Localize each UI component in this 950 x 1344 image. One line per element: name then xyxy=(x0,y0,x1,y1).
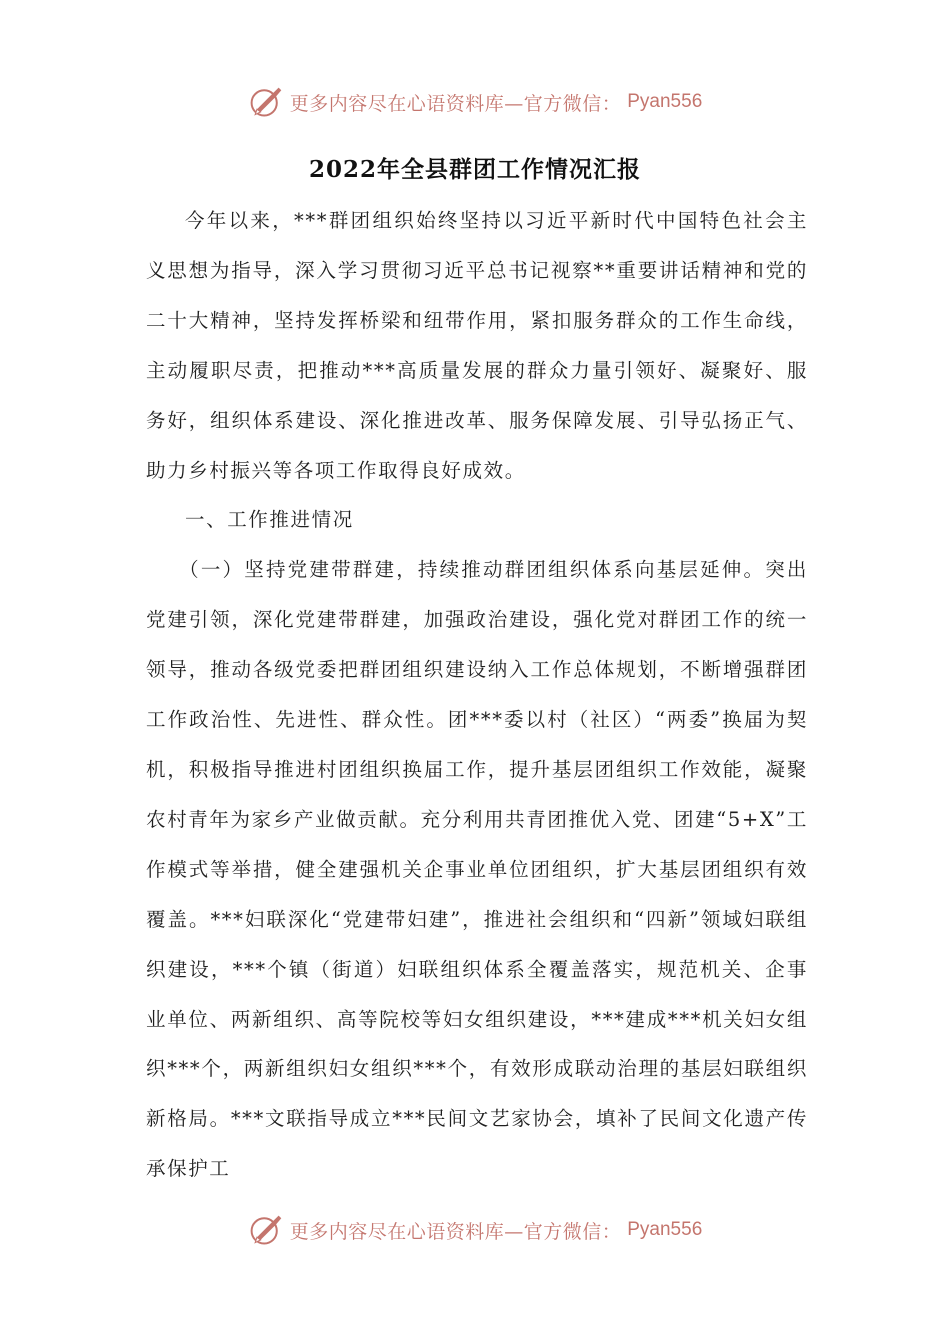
document-body xyxy=(146,196,808,1194)
watermark-wechat-id: Pyan556 xyxy=(627,91,703,112)
watermark-text: 更多内容尽在心语资料库—官方微信： xyxy=(289,92,622,115)
pen-logo-icon xyxy=(248,1212,284,1248)
pen-logo-icon xyxy=(248,84,284,120)
section-heading: 一、工作推进情况 xyxy=(185,508,354,532)
document-title: 2022年全县群团工作情况汇报 xyxy=(308,156,641,183)
intro-paragraph: 今年以来，***群团组织始终坚持以习近平新时代中国特色社会主义思想为指导，深入学习贯彻习近平总书记视察**重要讲话精神和党的二十大精神，坚持发挥桥梁和纽带作用，紧扣服务群众的工作生命线，主动履职尽责，把推动***高质量发展的群众力量引领好、凝聚好、服务好，组织体系建设、深化推进改革、服务保障发展、引导弘扬正气、助力乡村振兴等各项工作取得良好成效。 xyxy=(146,209,808,482)
watermark-text: 更多内容尽在心语资料库—官方微信： xyxy=(289,1220,622,1243)
watermark-wechat-id: Pyan556 xyxy=(627,1219,703,1240)
watermark-footer xyxy=(0,1208,950,1252)
watermark-header xyxy=(0,80,950,124)
section-paragraph: （一）坚持党建带群建，持续推动群团组织体系向基层延伸。突出党建引领，深化党建带群建，加强政治建设，强化党对群团工作的统一领导，推动各级党委把群团组织建设纳入工作总体规划，不断增强群团工作政治性、先进性、群众性。团***委以村（社区）“两委”换届为契机，积极指导推进村团组织换届工作，提升基层团组织工作效能，凝聚农村青年为家乡产业做贡献。充分利用共青团推优入党、团建“5+X”工作模式等举措，健全建强机关企事业单位团组织，扩大基层团组织有效覆盖。***妇联深化“党建带妇建”，推进社会组织和“四新”领域妇联组织建设，***个镇（街道）妇联组织体系全覆盖落实，规范机关、企事业单位、两新组织、高等院校等妇女组织建设，***建成***机关妇女组织***个，两新组织妇女组织***个，有效形成联动治理的基层妇联组织新格局。***文联指导成立***民间文艺家协会，填补了民间文化遗产传承保护工 xyxy=(146,558,808,1181)
